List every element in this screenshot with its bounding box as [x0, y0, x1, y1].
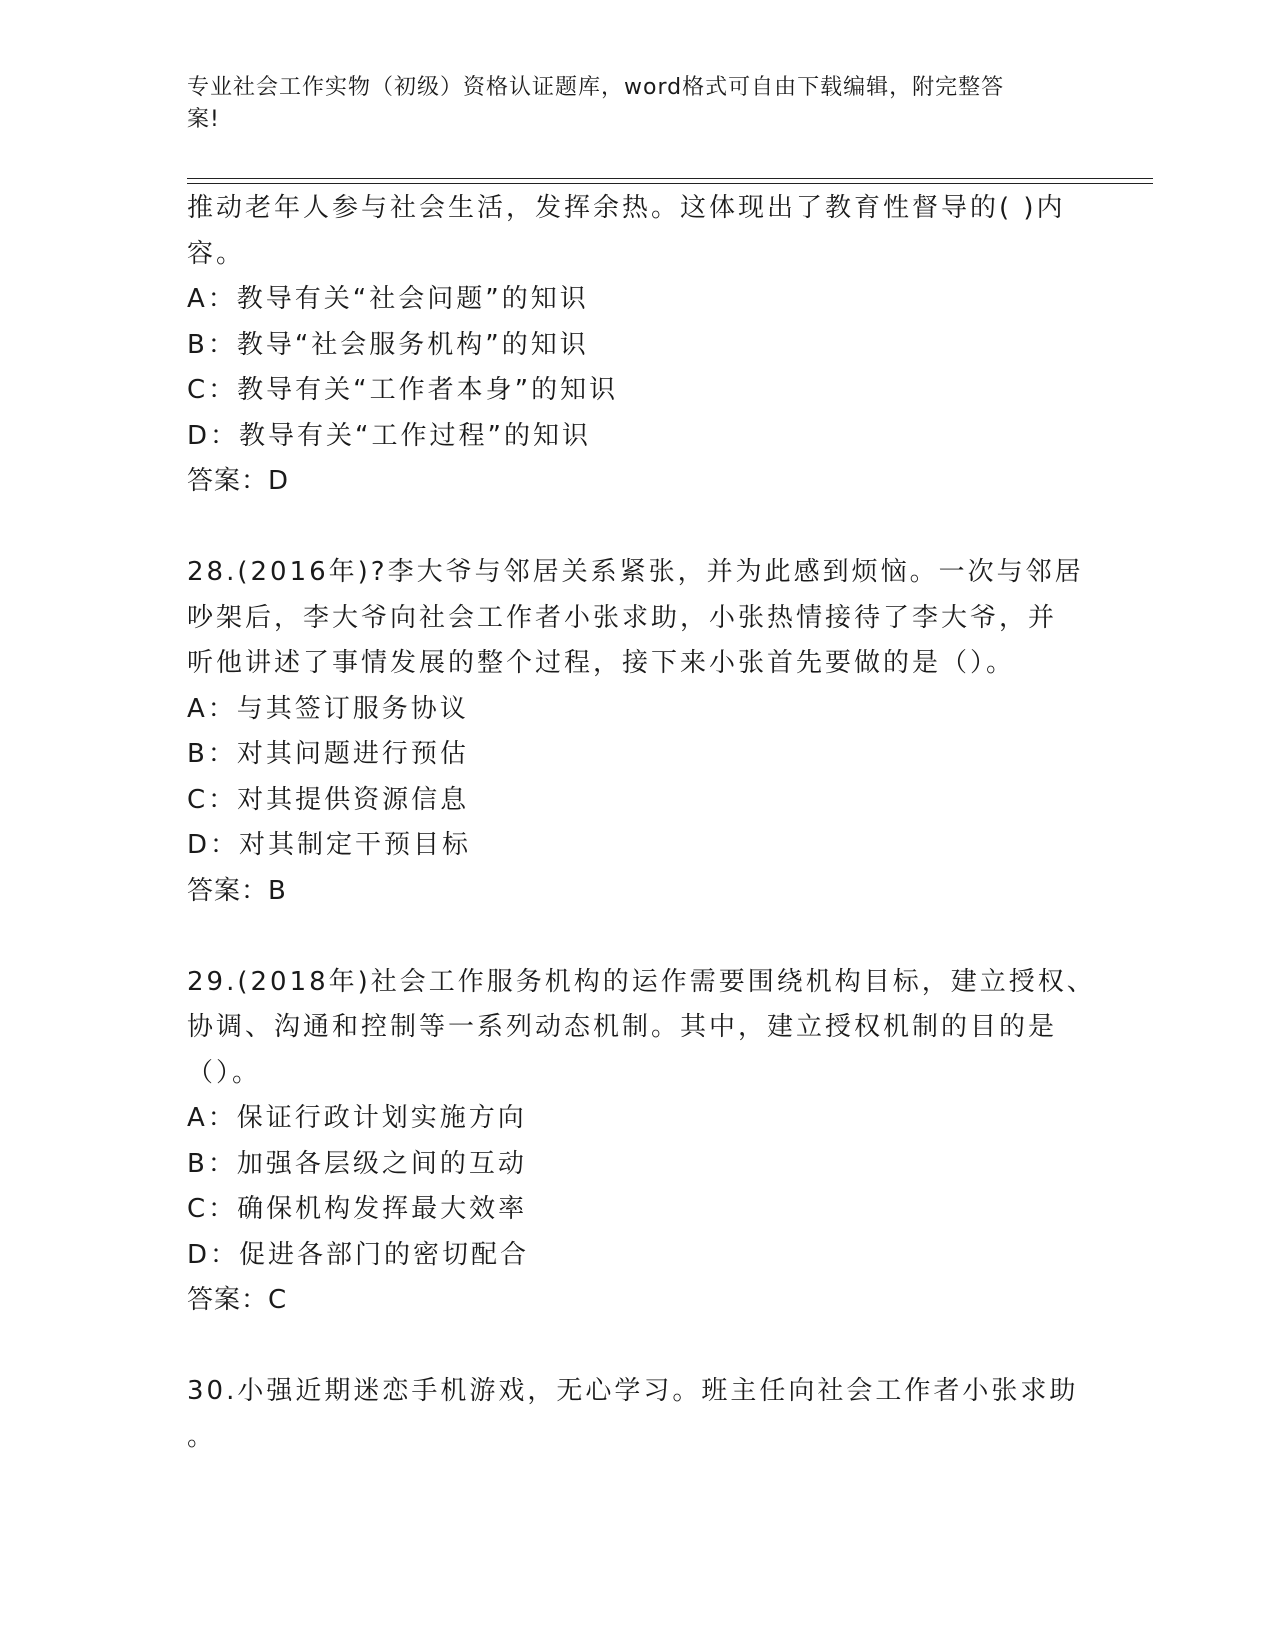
option-c: C：确保机构发挥最大效率 [187, 1194, 528, 1224]
option-c: C：教导有关“工作者本身”的知识 [187, 375, 619, 405]
option-a: A：与其签订服务协议 [187, 693, 469, 724]
option-d: D：对其制定干预目标 [187, 830, 472, 860]
answer-line: 答案：B [187, 875, 287, 906]
question-stem-line: 协调、沟通和控制等一系列动态机制。其中，建立授权机制的目的是 [187, 1012, 1058, 1042]
spacer [187, 505, 1067, 551]
option-a: A：教导有关“社会问题”的知识 [187, 284, 589, 314]
answer-line: 答案：C [187, 1285, 288, 1315]
header-divider-top [187, 178, 1153, 179]
question-stem-line: （）。 [187, 1057, 262, 1088]
question-stem-line: 28.(2016年)?李大爷与邻居关系紧张，并为此感到烦恼。一次与邻居 [187, 557, 1084, 587]
option-d: D：促进各部门的密切配合 [187, 1239, 530, 1270]
document-body [187, 186, 1096, 1460]
spacer [187, 914, 1067, 960]
option-b: B：教导“社会服务机构”的知识 [187, 329, 589, 360]
answer-line: 答案：D [187, 466, 290, 496]
option-b: B：对其问题进行预估 [187, 739, 469, 769]
question-27 [187, 186, 1067, 505]
option-d: D：教导有关“工作过程”的知识 [187, 420, 591, 451]
question-stem-line: 推动老年人参与社会生活，发挥余热。这体现出了教育性督导的( )内 [187, 193, 1066, 223]
header-title-line-2: 案! [187, 107, 220, 132]
header-title-line-1: 专业社会工作实物（初级）资格认证题库，word格式可自由下载编辑，附完整答 [187, 75, 1005, 100]
question-stem-line: 听他讲述了事情发展的整个过程，接下来小张首先要做的是（）。 [187, 648, 1016, 678]
question-stem-line: 容。 [187, 238, 246, 269]
option-a: A：保证行政计划实施方向 [187, 1103, 527, 1133]
question-stem-line: 29.(2018年)社会工作服务机构的运作需要围绕机构目标，建立授权、 [187, 966, 1096, 997]
question-stem-line: 30.小强近期迷恋手机游戏，无心学习。班主任向社会工作者小张求助 [187, 1376, 1079, 1406]
document-header [187, 72, 1067, 136]
question-stem-line: 吵架后，李大爷向社会工作者小张求助，小张热情接待了李大爷，并 [187, 602, 1058, 633]
question-28 [187, 550, 1084, 914]
option-c: C：对其提供资源信息 [187, 784, 470, 815]
question-29 [187, 960, 1096, 1324]
header-divider-bottom [187, 183, 1153, 184]
option-b: B：加强各层级之间的互动 [187, 1148, 527, 1179]
question-30 [187, 1369, 1079, 1460]
spacer [187, 1324, 1067, 1370]
question-stem-line: 。 [187, 1421, 217, 1452]
